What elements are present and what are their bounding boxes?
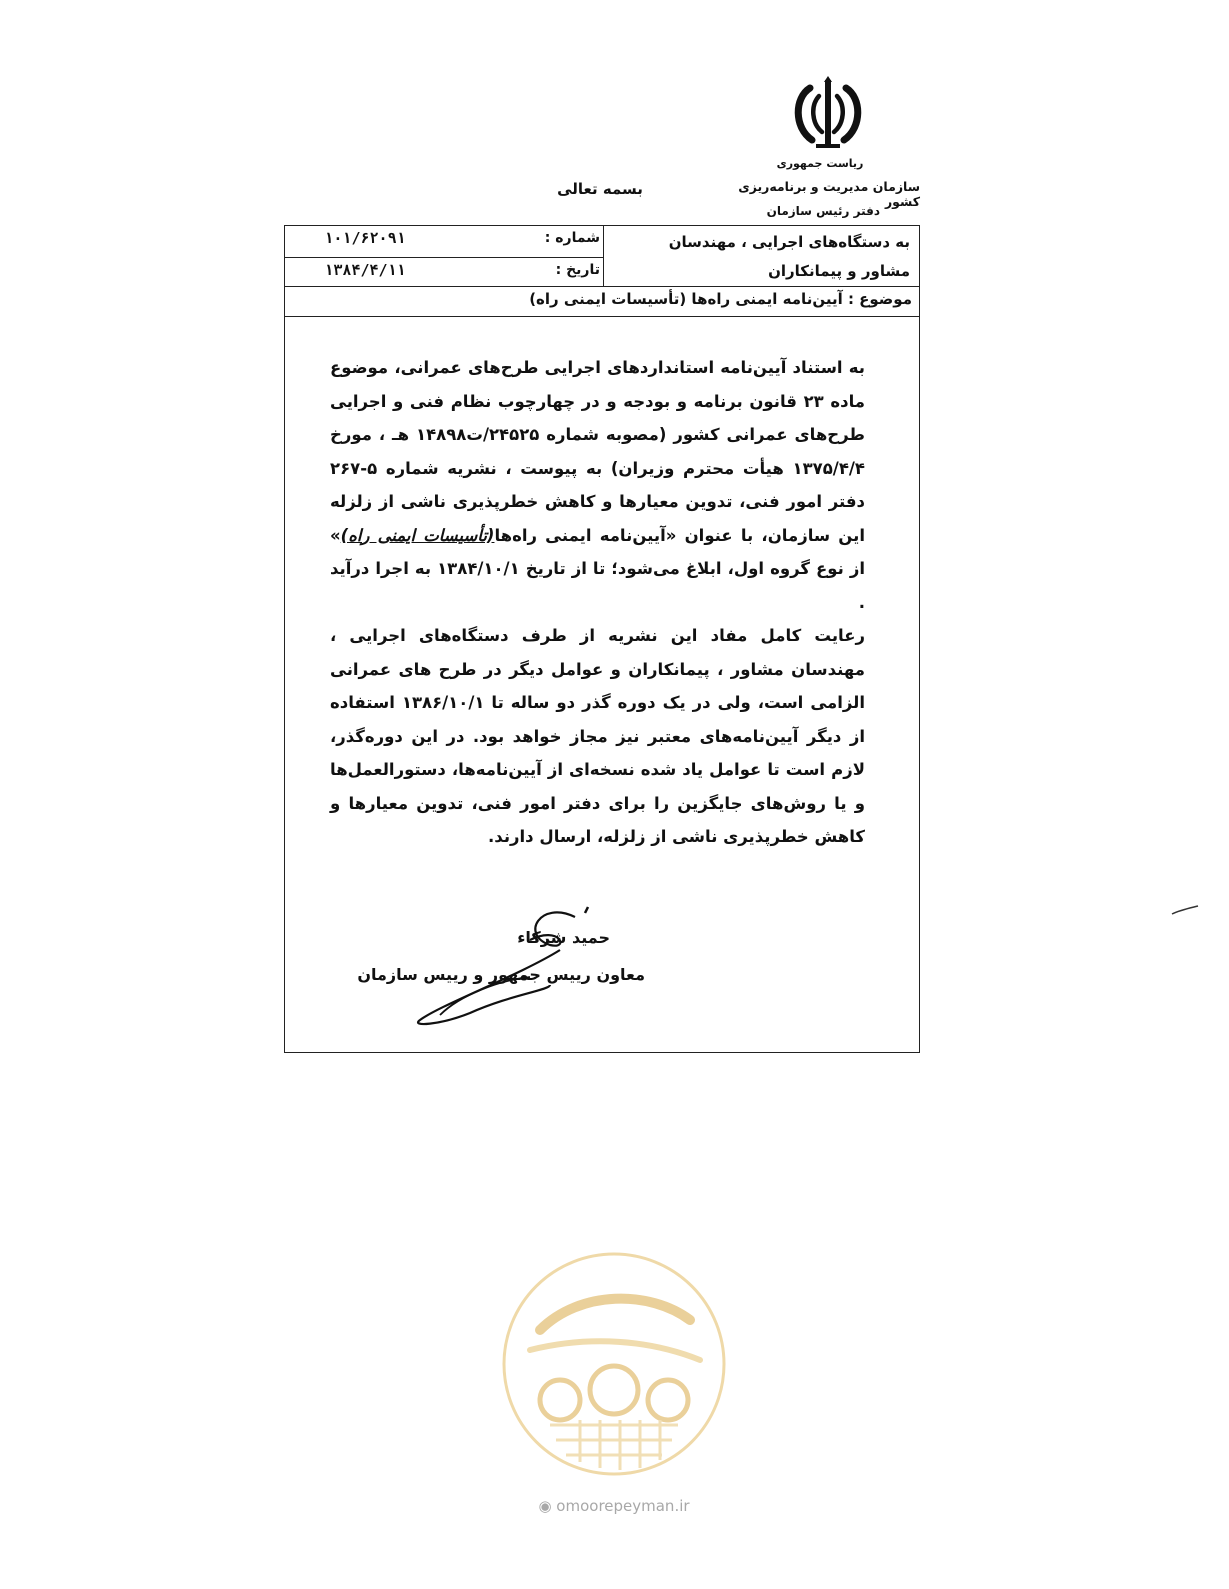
presidency-label: ریاست جمهوری [776,157,864,170]
paragraph-1-end: » از نوع گروه اول، ابلاغ می‌شود؛ تا از تاریخ ۱۳۸۴/۱۰/۱ به اجرا درآید . [330,525,865,612]
office-name: دفتر رئیس سازمان [766,204,880,218]
number-value: ۱۰۱/۶۲۰۹۱ [324,229,406,247]
letter-body [330,351,865,854]
divider [284,257,604,258]
paragraph-1-text: به استناد آیین‌نامه استانداردهای اجرایی طرح‌های عمرانی، موضوع ماده ۲۳ قانون برنامه و بودجه و در چهارچوب نظام فنی و اجرایی طرح‌های عمرانی کشور (مصوبه شماره ۲۴۵۲۵/ت۱۴۸۹۸ هـ ، مورخ ۱۳۷۵/۴/۴ هیأت محترم وزیران) به پیوست ، نشریه شماره ۵-۲۶۷ دفتر امور فنی، تدوین معیارها و کاهش خطرپذیری ناشی از زلزله این سازمان، با عنوان «آیین‌نامه ایمنی راه‌ها [330,358,865,545]
watermark-url-text: omoorepeyman.ir [556,1497,690,1515]
number-label: شماره : [544,230,600,246]
date-value: ۱۳۸۴/۴/۱۱ [324,261,406,279]
divider [284,316,920,317]
watermark-url: ◉ omoorepeyman.ir [538,1497,690,1515]
organization-name: سازمان مدیریت و برنامه‌ریزی کشور [738,179,920,209]
iran-emblem-icon [788,74,868,154]
subject-line: موضوع : آیین‌نامه ایمنی راه‌ها (تأسیسات ایمنی راه) [529,290,912,308]
watermark-logo-icon [500,1250,728,1478]
date-label: تاریخ : [555,262,600,278]
addressee: به دستگاه‌های اجرایی ، مهندسان مشاور و پیمانکاران [668,233,910,280]
stray-mark [1170,900,1200,920]
paragraph-2: رعایت کامل مفاد این نشریه از طرف دستگاه‌های اجرایی ، مهندسان مشاور ، پیمانکاران و عوامل دیگر در طرح های عمرانی الزامی است، ولی در یک دوره گذر دو ساله تا ۱۳۸۶/۱۰/۱ استفاده از دیگر آیین‌نامه‌های معتبر نیز مجاز خواهد بود. در این دوره‌گذر، لازم است تا عوامل یاد شده نسخه‌ای از آیین‌نامه‌ها، دستورالعمل‌ها و یا روش‌های جایگزین را برای دفتر امور فنی، تدوین معیارها و کاهش خطرپذیری ناشی از زلزله، ارسال دارند. [330,626,865,846]
handwritten-signature [400,895,610,1030]
paragraph-1 [330,351,865,619]
publication-title: (تأسیسات ایمنی راه) [340,525,495,545]
basmala: بسمه تعالی [557,180,643,198]
divider [603,225,604,287]
signatory-title: معاون رییس جمهور و رییس سازمان [357,965,645,984]
divider [284,286,920,287]
signatory-name: حمید شرکاء [517,928,610,947]
